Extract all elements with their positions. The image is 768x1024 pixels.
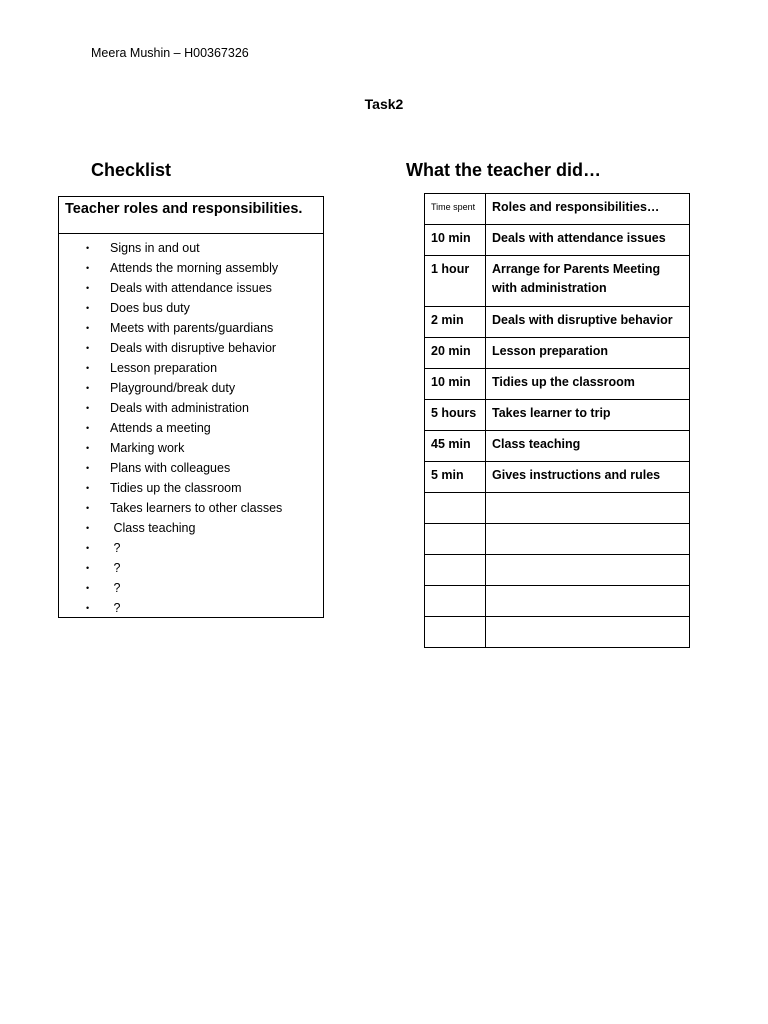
role-cell — [486, 493, 690, 524]
table-row — [425, 307, 690, 338]
role-cell: Takes learner to trip — [486, 400, 690, 431]
bullet-icon: • — [86, 303, 90, 313]
checklist-box — [58, 196, 324, 618]
bullet-icon: • — [86, 423, 90, 433]
table-row — [425, 617, 690, 648]
list-item-label: Does bus duty — [110, 301, 190, 315]
time-cell: 5 hours — [425, 400, 486, 431]
bullet-icon: • — [86, 583, 90, 593]
list-item — [59, 359, 323, 379]
list-item-label: Marking work — [110, 441, 185, 455]
list-item-label: ? — [110, 561, 121, 575]
list-item — [59, 239, 323, 259]
checklist-box-title: Teacher roles and responsibilities. — [59, 197, 323, 234]
time-cell: 10 min — [425, 369, 486, 400]
list-item — [59, 559, 323, 579]
bullet-icon: • — [86, 323, 90, 333]
list-item — [59, 339, 323, 359]
list-item — [59, 439, 323, 459]
list-item-label: Class teaching — [110, 521, 196, 535]
time-cell: 20 min — [425, 338, 486, 369]
list-item-label: Signs in and out — [110, 241, 200, 255]
bullet-icon: • — [86, 443, 90, 453]
bullet-icon: • — [86, 383, 90, 393]
list-item — [59, 379, 323, 399]
time-cell: 45 min — [425, 431, 486, 462]
table-row — [425, 462, 690, 493]
list-item-label: ? — [110, 541, 121, 555]
list-item — [59, 459, 323, 479]
bullet-icon: • — [86, 283, 90, 293]
bullet-icon: • — [86, 563, 90, 573]
time-cell: 2 min — [425, 307, 486, 338]
bullet-icon: • — [86, 243, 90, 253]
role-cell: Gives instructions and rules — [486, 462, 690, 493]
list-item-label: Attends a meeting — [110, 421, 211, 435]
teacher-heading: What the teacher did… — [406, 160, 602, 180]
checklist-heading: Checklist — [91, 160, 172, 180]
list-item — [59, 599, 323, 619]
bullet-icon: • — [86, 543, 90, 553]
time-cell: 5 min — [425, 462, 486, 493]
list-item — [59, 479, 323, 499]
time-cell — [425, 493, 486, 524]
table-row — [425, 524, 690, 555]
table-row — [425, 338, 690, 369]
author-line: Meera Mushin – H00367326 — [91, 46, 249, 60]
teacher-activity-table — [424, 193, 690, 648]
role-cell — [486, 586, 690, 617]
role-cell: Class teaching — [486, 431, 690, 462]
bullet-icon: • — [86, 503, 90, 513]
role-cell — [486, 555, 690, 586]
table-row — [425, 225, 690, 256]
list-item-label: Tidies up the classroom — [110, 481, 242, 495]
list-item-label: Lesson preparation — [110, 361, 218, 375]
role-cell: Deals with disruptive behavior — [486, 307, 690, 338]
list-item-label: ? — [110, 601, 121, 615]
role-cell: Tidies up the classroom — [486, 369, 690, 400]
list-item — [59, 579, 323, 599]
list-item — [59, 499, 323, 519]
table-row — [425, 256, 690, 307]
time-cell: 1 hour — [425, 256, 486, 307]
list-item-label: Deals with disruptive behavior — [110, 341, 277, 355]
list-item — [59, 259, 323, 279]
list-item — [59, 399, 323, 419]
list-item-label: Meets with parents/guardians — [110, 321, 274, 335]
bullet-icon: • — [86, 463, 90, 473]
task-title: Task2 — [364, 96, 404, 112]
list-item — [59, 539, 323, 559]
table-row — [425, 555, 690, 586]
list-item-label: ? — [110, 581, 121, 595]
column-header-time: Time spent — [425, 194, 486, 225]
table-row — [425, 493, 690, 524]
bullet-icon: • — [86, 523, 90, 533]
list-item-label: Playground/break duty — [110, 381, 236, 395]
time-cell — [425, 524, 486, 555]
table-row — [425, 431, 690, 462]
bullet-icon: • — [86, 363, 90, 373]
list-item-label: Plans with colleagues — [110, 461, 231, 475]
list-item — [59, 419, 323, 439]
column-header-role: Roles and responsibilities… — [486, 194, 690, 225]
bullet-icon: • — [86, 483, 90, 493]
list-item — [59, 319, 323, 339]
table-row — [425, 400, 690, 431]
list-item — [59, 519, 323, 539]
list-item-label: Deals with attendance issues — [110, 281, 272, 295]
time-cell — [425, 617, 486, 648]
list-item-label: Attends the morning assembly — [110, 261, 279, 275]
time-cell — [425, 586, 486, 617]
list-item-label: Deals with administration — [110, 401, 249, 415]
table-row — [425, 369, 690, 400]
list-item — [59, 279, 323, 299]
bullet-icon: • — [86, 403, 90, 413]
bullet-icon: • — [86, 343, 90, 353]
bullet-icon: • — [86, 263, 90, 273]
role-cell: Arrange for Parents Meeting with administration — [486, 256, 690, 307]
list-item — [59, 299, 323, 319]
table-header-row — [425, 194, 690, 225]
role-cell — [486, 617, 690, 648]
list-item-label: Takes learners to other classes — [110, 501, 283, 515]
table-row — [425, 586, 690, 617]
role-cell: Lesson preparation — [486, 338, 690, 369]
time-cell — [425, 555, 486, 586]
checklist-list — [59, 234, 323, 619]
bullet-icon: • — [86, 603, 90, 613]
role-cell — [486, 524, 690, 555]
role-cell: Deals with attendance issues — [486, 225, 690, 256]
time-cell: 10 min — [425, 225, 486, 256]
